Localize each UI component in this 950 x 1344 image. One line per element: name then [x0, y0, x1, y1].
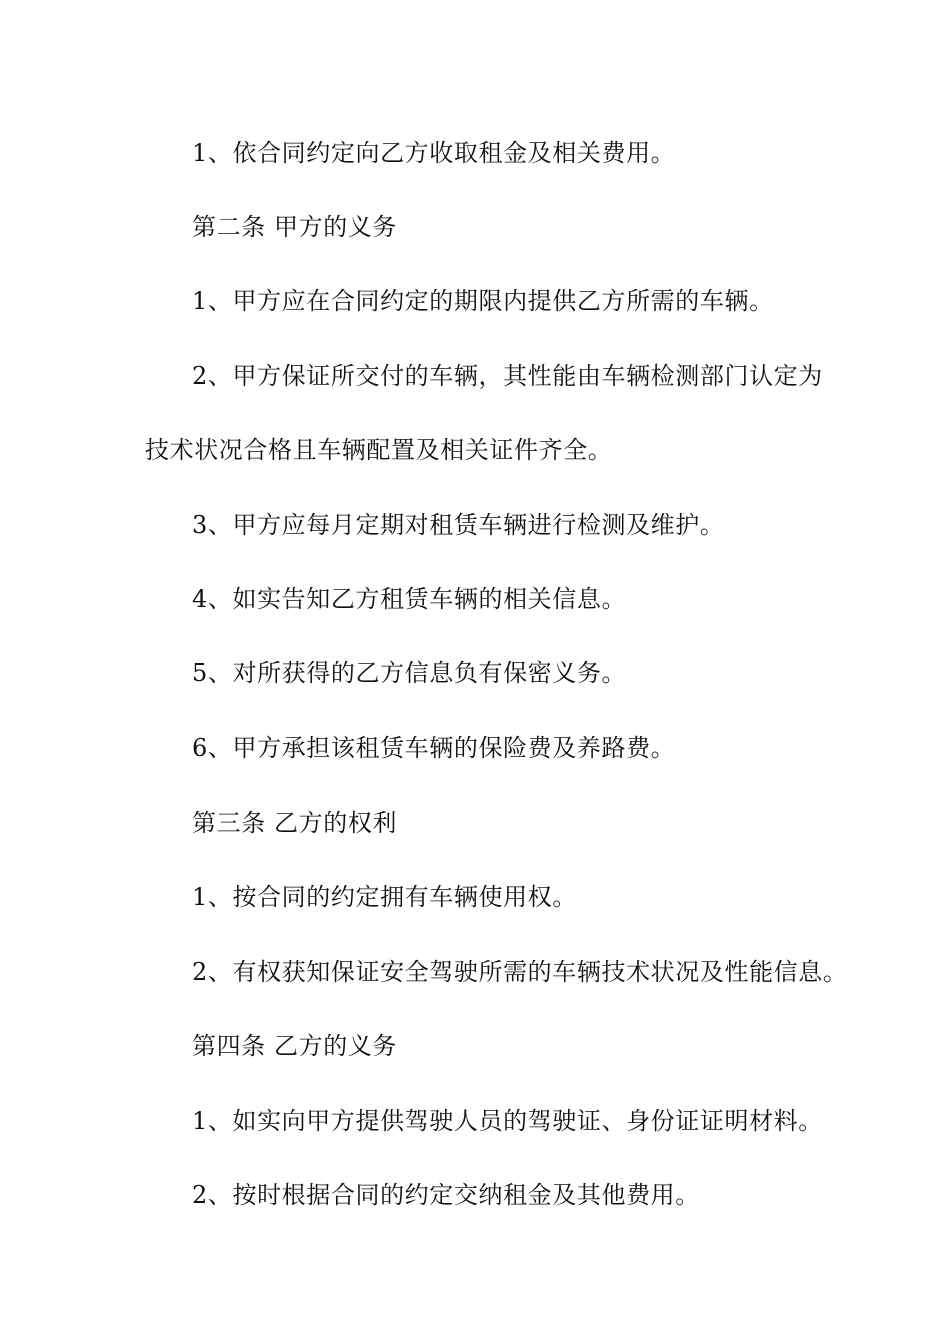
paragraph-party-a-duty-4: 4、如实告知乙方租赁车辆的相关信息。: [192, 585, 627, 613]
paragraph-party-a-duty-3: 3、甲方应每月定期对租赁车辆进行检测及维护。: [192, 511, 725, 539]
paragraph-party-a-duty-1: 1、甲方应在合同约定的期限内提供乙方所需的车辆。: [192, 287, 774, 315]
paragraph-party-a-duty-5: 5、对所获得的乙方信息负有保密义务。: [192, 659, 627, 687]
paragraph-party-b-right-2: 2、有权获知保证安全驾驶所需的车辆技术状况及性能信息。: [192, 958, 848, 986]
paragraph-party-a-right-1: 1、依合同约定向乙方收取租金及相关费用。: [192, 139, 676, 167]
paragraph-party-b-duty-2: 2、按时根据合同的约定交纳租金及其他费用。: [192, 1181, 700, 1209]
paragraph-party-b-right-1: 1、按合同的约定拥有车辆使用权。: [192, 883, 577, 911]
heading-article-3: 第三条 乙方的权利: [192, 809, 398, 837]
heading-article-4: 第四条 乙方的义务: [192, 1032, 398, 1060]
paragraph-party-b-duty-1: 1、如实向甲方提供驾驶人员的驾驶证、身份证证明材料。: [192, 1107, 823, 1135]
paragraph-party-a-duty-6: 6、甲方承担该租赁车辆的保险费及养路费。: [192, 734, 676, 762]
paragraph-party-a-duty-2-continued: 技术状况合格且车辆配置及相关证件齐全。: [145, 436, 613, 464]
paragraph-party-a-duty-2: 2、甲方保证所交付的车辆，其性能由车辆检测部门认定为: [192, 362, 823, 390]
heading-article-2: 第二条 甲方的义务: [192, 213, 398, 241]
